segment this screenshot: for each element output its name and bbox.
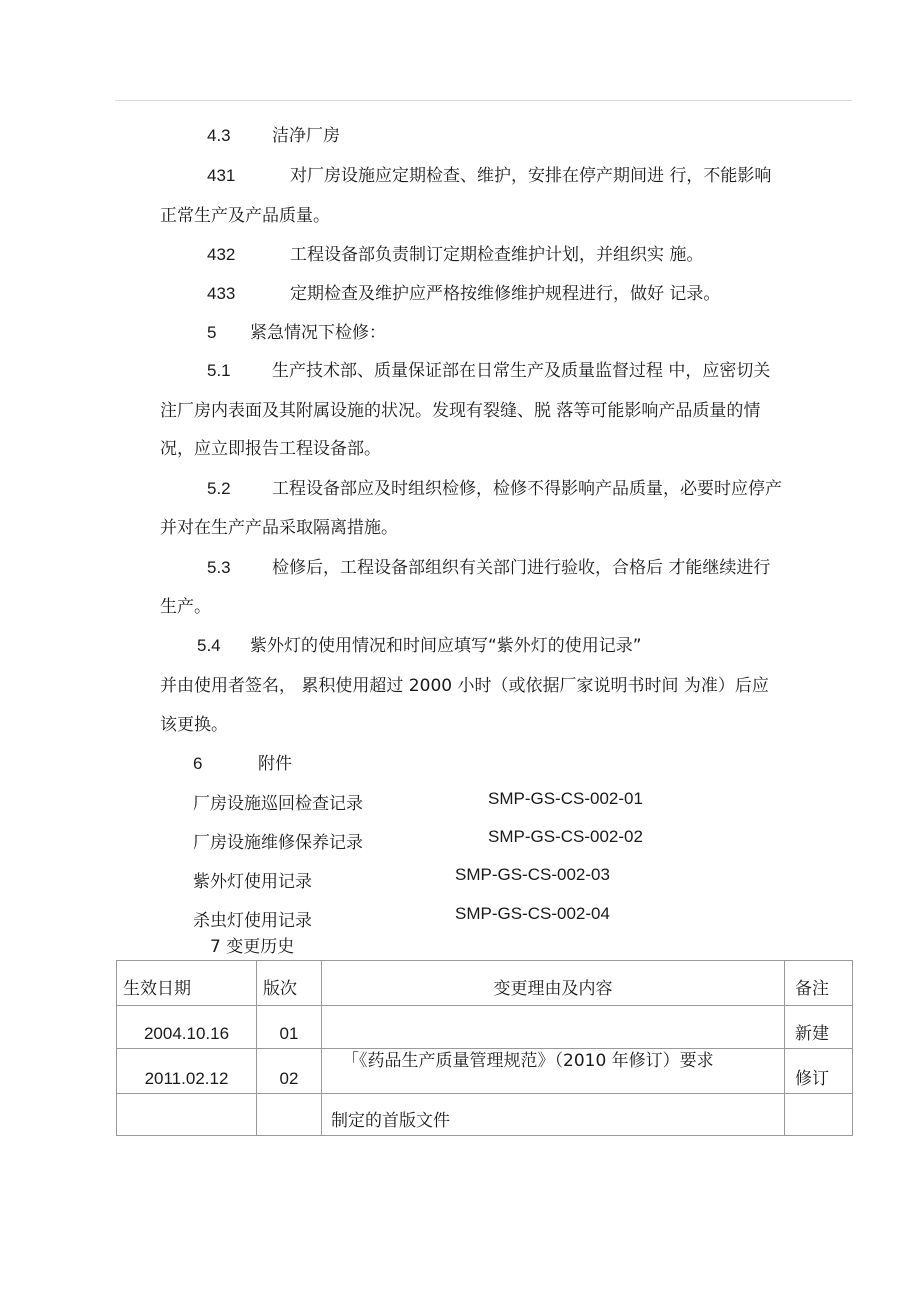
clause-5-2-number: 5.2 <box>207 479 231 498</box>
clause-5-4-text-cont: 并由使用者签名， 累积使用超过 2000 小时（或依据厂家说明书时间 为准）后应 <box>160 676 769 696</box>
section-7-title: 7 变更历史 <box>210 937 295 957</box>
table-row <box>117 1094 853 1136</box>
clause-432-text: 工程设备部负责制订定期检查维护计划，并组织实 施。 <box>290 245 704 265</box>
clause-431-text-cont: 正常生产及产品质量。 <box>160 206 330 226</box>
clause-5-1-text-cont2: 况，应立即报告工程设备部。 <box>160 439 381 459</box>
header-cell-date: 生效日期 <box>117 961 257 1006</box>
clause-5-3-text-cont: 生产。 <box>160 597 211 617</box>
attachment-name: 杀虫灯使用记录 <box>193 911 312 931</box>
clause-5-1-number: 5.1 <box>207 361 231 380</box>
cell-date: 2004.10.16 <box>117 1006 257 1049</box>
attachment-code: SMP-GS-CS-002-02 <box>488 827 643 846</box>
attachment-code: SMP-GS-CS-002-03 <box>455 865 610 884</box>
cell-date <box>117 1094 257 1136</box>
clause-5-2-text-cont: 并对在生产产品采取隔离措施。 <box>160 518 398 538</box>
clause-5-3-text: 检修后，工程设备部组织有关部门进行验收，合格后 才能继续进行 <box>272 558 771 578</box>
header-cell-note: 备注 <box>785 961 853 1006</box>
clause-5-1-text: 生产技术部、质量保证部在日常生产及质量监督过程 中，应密切关 <box>272 361 771 381</box>
cell-reason: 制定的首版文件 <box>322 1094 785 1136</box>
clause-433-text: 定期检查及维护应严格按维修维护规程进行，做好 记录。 <box>290 284 721 304</box>
table-row <box>117 1006 853 1049</box>
cell-note: 修订 <box>785 1049 853 1094</box>
section-6-number: 6 <box>193 754 203 773</box>
clause-433-number: 433 <box>207 284 236 303</box>
clause-431-text: 对厂房设施应定期检查、维护，安排在停产期间进 行，不能影响 <box>290 166 772 186</box>
section-6-title: 附件 <box>258 754 292 774</box>
table-row <box>117 1049 853 1094</box>
cell-version <box>257 1094 322 1136</box>
section-5-number: 5 <box>207 323 217 342</box>
attachment-name: 厂房设施维修保养记录 <box>193 833 363 853</box>
clause-5-4-number: 5.4 <box>197 636 221 655</box>
section-4-3-title: 洁净厂房 <box>272 126 340 146</box>
clause-5-3-number: 5.3 <box>207 558 231 577</box>
attachment-code: SMP-GS-CS-002-01 <box>488 789 643 808</box>
cell-version: 01 <box>257 1006 322 1049</box>
clause-5-1-text-cont: 注厂房内表面及其附属设施的状况。发现有裂缝、脱 落等可能影响产品质量的情 <box>160 401 761 421</box>
header-cell-version: 版次 <box>257 961 322 1006</box>
section-5-title: 紧急情况下检修： <box>250 323 386 343</box>
cell-reason <box>322 1006 785 1049</box>
clause-432-number: 432 <box>207 245 236 264</box>
clause-5-4-text-cont2: 该更换。 <box>160 715 228 735</box>
cell-note <box>785 1094 853 1136</box>
cell-note: 新建 <box>785 1006 853 1049</box>
cell-date: 2011.02.12 <box>117 1049 257 1094</box>
cell-reason: 「《药品生产质量管理规范》（2010 年修订）要求 <box>342 1051 714 1071</box>
clause-5-4-text: 紫外灯的使用情况和时间应填写“紫外灯的使用记录” <box>250 636 642 656</box>
header-rule <box>115 100 852 101</box>
change-history-table <box>116 960 853 1136</box>
section-4-3-number: 4.3 <box>207 126 231 145</box>
attachment-name: 厂房设施巡回检查记录 <box>193 794 363 814</box>
attachment-name: 紫外灯使用记录 <box>193 872 312 892</box>
cell-version: 02 <box>257 1049 322 1094</box>
table-header-row <box>117 961 853 1006</box>
attachment-code: SMP-GS-CS-002-04 <box>455 904 610 923</box>
clause-5-2-text: 工程设备部应及时组织检修，检修不得影响产品质量，必要时应停产 <box>272 479 782 499</box>
header-cell-reason: 变更理由及内容 <box>322 961 785 1006</box>
clause-431-number: 431 <box>207 166 236 185</box>
